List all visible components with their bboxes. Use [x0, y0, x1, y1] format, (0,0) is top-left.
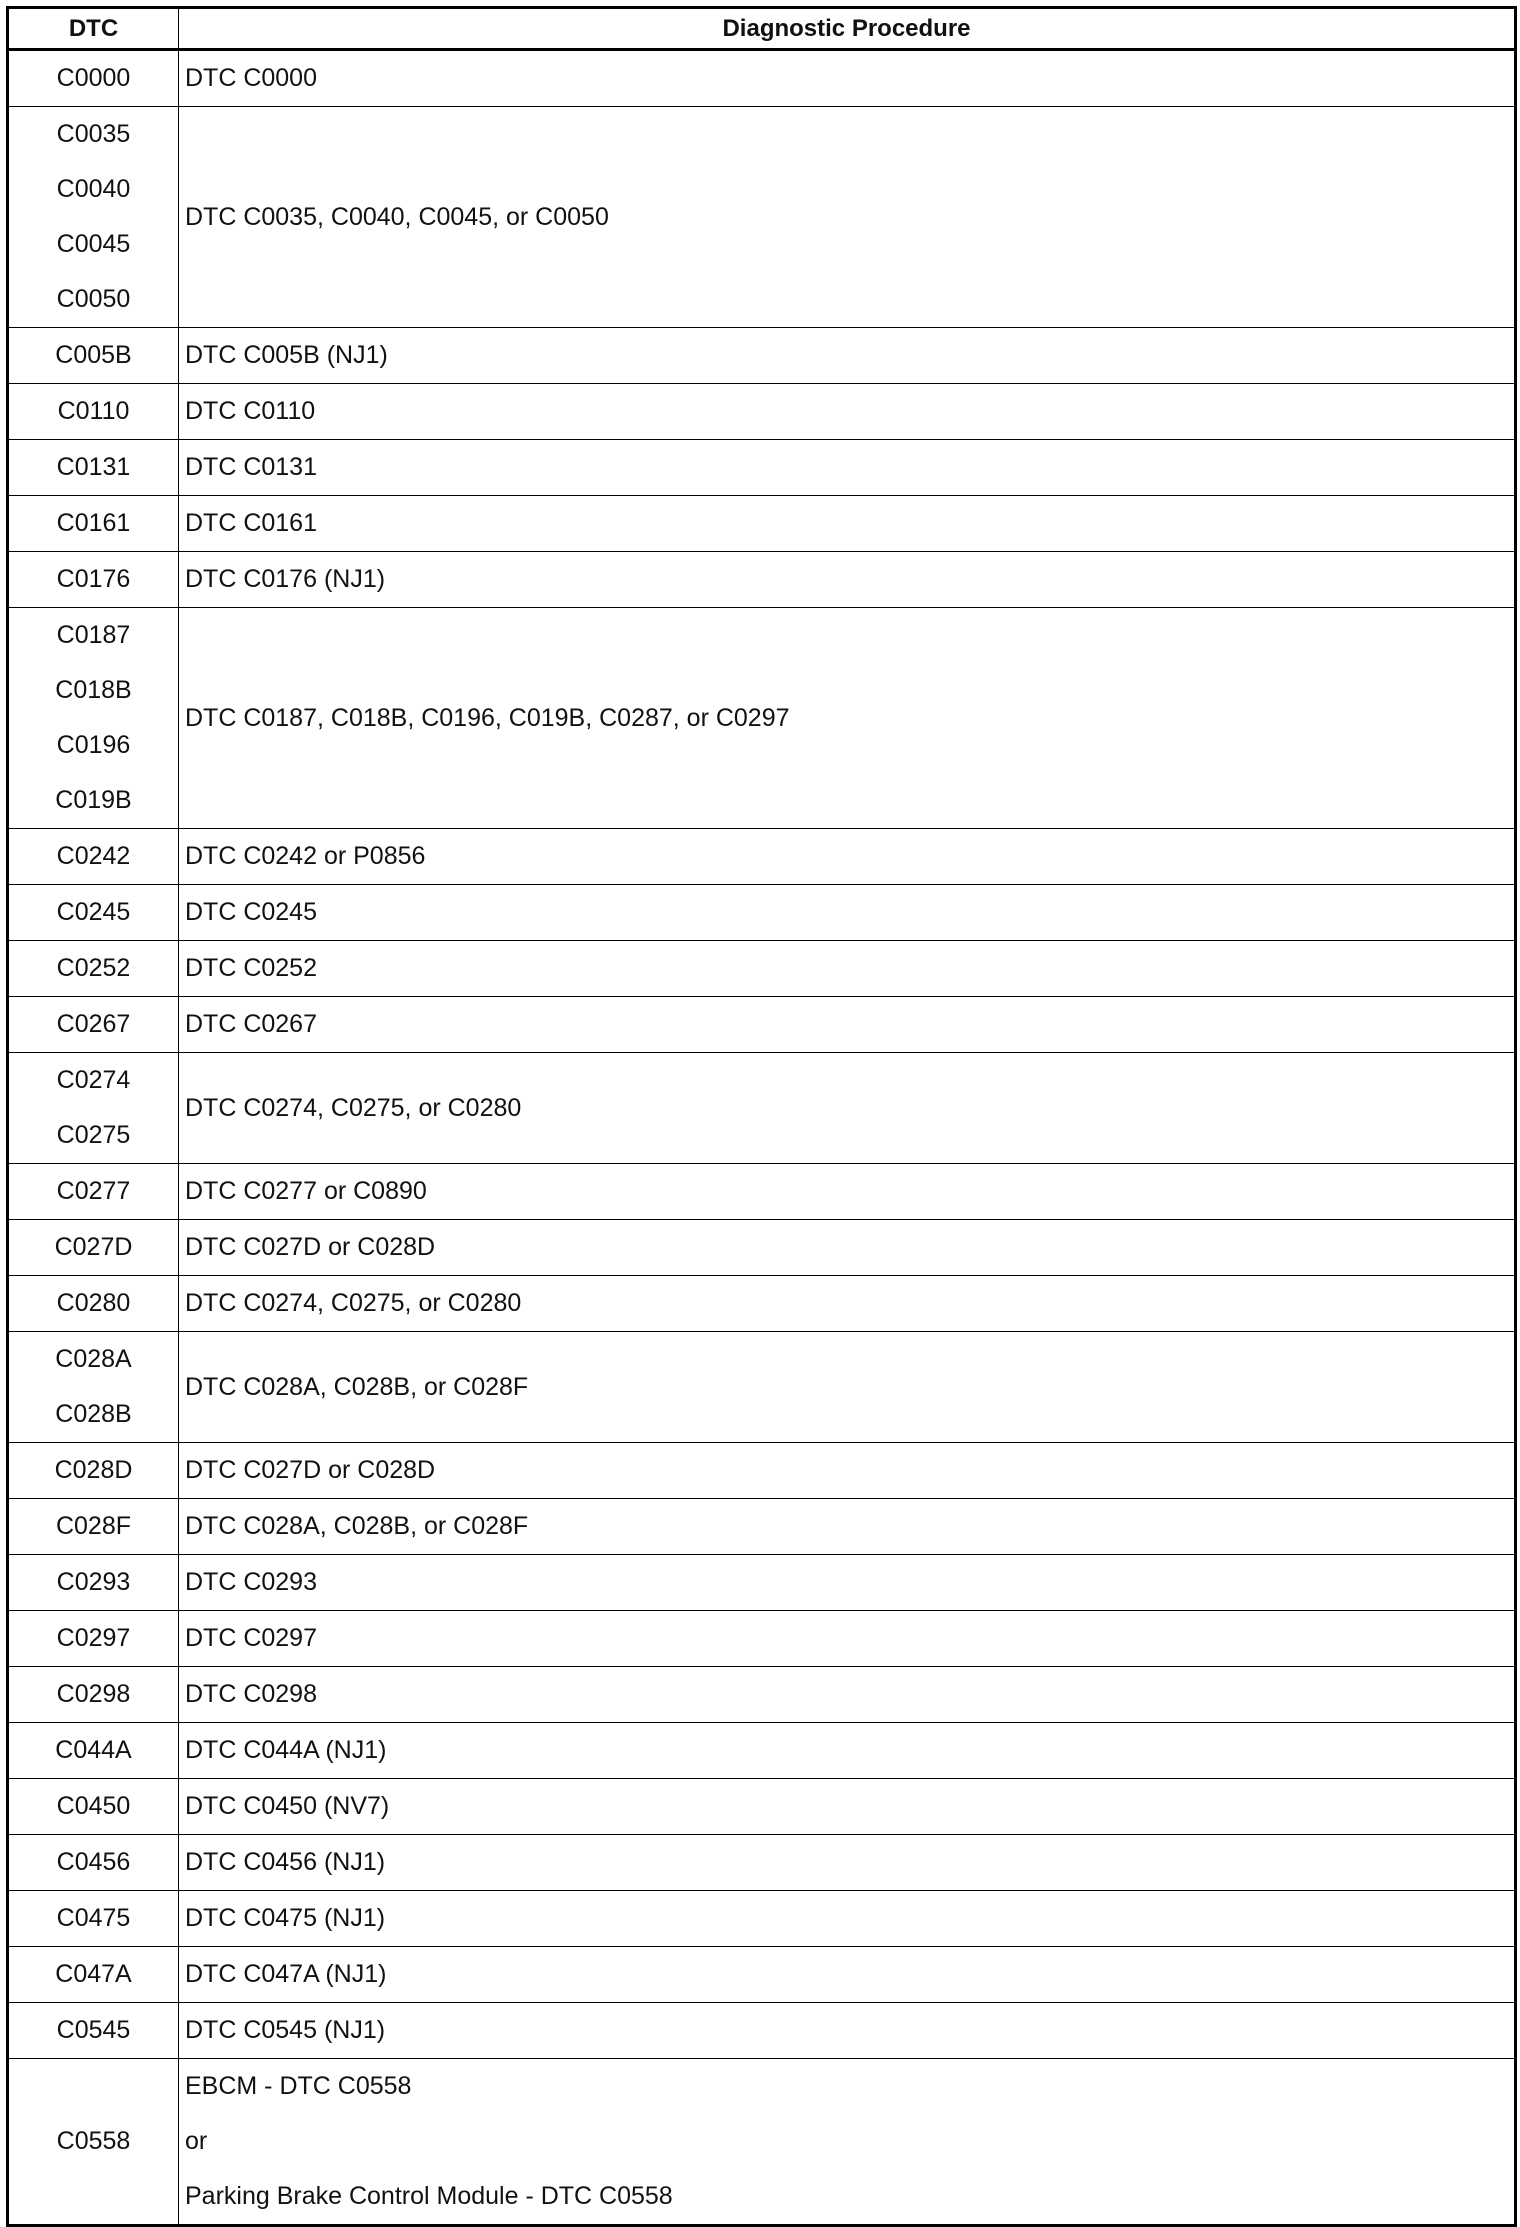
- table-row: [8, 1443, 1516, 1499]
- table-row: [8, 1499, 1516, 1555]
- dtc-code-cell: [8, 1443, 179, 1499]
- table-row: [8, 1276, 1516, 1332]
- diagnostic-procedure-cell: [179, 1499, 1516, 1555]
- dtc-table: [6, 6, 1517, 2227]
- dtc-code: C0040: [56, 175, 131, 203]
- dtc-code: C0050: [56, 285, 131, 313]
- dtc-code-cell: [8, 440, 179, 496]
- diagnostic-procedure-text: DTC C027D or C028D: [185, 1233, 436, 1261]
- diagnostic-procedure-cell: [179, 552, 1516, 608]
- dtc-code-cell: [8, 941, 179, 997]
- diagnostic-procedure-text: DTC C0252: [185, 954, 317, 982]
- table-row: [8, 2059, 1516, 2226]
- diagnostic-procedure-text: DTC C0267: [185, 1010, 317, 1038]
- dtc-code-cell: [8, 608, 179, 829]
- diagnostic-procedure-cell: [179, 1220, 1516, 1276]
- diagnostic-procedure-text: DTC C0035, C0040, C0045, or C0050: [185, 202, 609, 231]
- table-header: [8, 8, 1516, 50]
- dtc-code: C0267: [56, 1010, 131, 1038]
- diagnostic-procedure-cell: [179, 50, 1516, 107]
- dtc-code: C0275: [56, 1121, 131, 1149]
- dtc-code-cell: [8, 1499, 179, 1555]
- dtc-code: C0558: [56, 2127, 131, 2155]
- dtc-code: C027D: [54, 1233, 133, 1261]
- diagnostic-procedure-cell: [179, 1332, 1516, 1443]
- table-row: [8, 1053, 1516, 1164]
- diagnostic-procedure-text: DTC C0110: [185, 397, 316, 425]
- table-row: [8, 1555, 1516, 1611]
- diagnostic-procedure-text: Parking Brake Control Module - DTC C0558: [185, 2182, 673, 2210]
- diagnostic-procedure-cell: [179, 829, 1516, 885]
- diagnostic-procedure-text: DTC C005B (NJ1): [185, 341, 388, 369]
- header-row: [8, 8, 1516, 50]
- diagnostic-procedure-text: DTC C0245: [185, 898, 317, 926]
- diagnostic-procedure-cell: [179, 1276, 1516, 1332]
- diagnostic-procedure-text: DTC C0161: [185, 509, 317, 537]
- table-row: [8, 941, 1516, 997]
- dtc-code: C0450: [56, 1792, 131, 1820]
- dtc-code-cell: [8, 1555, 179, 1611]
- diagnostic-procedure-text: DTC C0450 (NV7): [185, 1792, 390, 1820]
- dtc-code-cell: [8, 885, 179, 941]
- dtc-code: C0277: [56, 1177, 131, 1205]
- dtc-code: C0196: [56, 731, 131, 759]
- dtc-code: C0252: [56, 954, 131, 982]
- dtc-code: C028D: [54, 1456, 133, 1484]
- diagnostic-procedure-text: DTC C0475 (NJ1): [185, 1904, 386, 1932]
- dtc-code-cell: [8, 829, 179, 885]
- dtc-code-cell: [8, 384, 179, 440]
- dtc-column-header: DTC: [8, 8, 179, 50]
- diagnostic-procedure-cell: [179, 941, 1516, 997]
- diagnostic-procedure-text: DTC C0000: [185, 64, 317, 92]
- diagnostic-procedure-cell: [179, 885, 1516, 941]
- dtc-code-cell: [8, 1891, 179, 1947]
- diagnostic-procedure-text: DTC C027D or C028D: [185, 1456, 436, 1484]
- dtc-code: C018B: [55, 676, 132, 704]
- table-row: [8, 1779, 1516, 1835]
- dtc-code-cell: [8, 2003, 179, 2059]
- dtc-code: C0274: [56, 1066, 131, 1094]
- dtc-code: C0242: [56, 842, 131, 870]
- dtc-code-cell: [8, 1332, 179, 1443]
- table-row: [8, 829, 1516, 885]
- table-body: [8, 50, 1516, 2226]
- dtc-code-cell: [8, 50, 179, 107]
- diagnostic-procedure-cell: [179, 1164, 1516, 1220]
- diagnostic-procedure-cell: [179, 1443, 1516, 1499]
- diagnostic-procedure-text: DTC C0293: [185, 1568, 317, 1596]
- dtc-code-cell: [8, 328, 179, 384]
- diagnostic-procedure-text: DTC C0274, C0275, or C0280: [185, 1093, 522, 1122]
- diagnostic-procedure-text: DTC C0131: [185, 453, 317, 481]
- diagnostic-procedure-text: DTC C047A (NJ1): [185, 1960, 387, 1988]
- dtc-code: C0245: [56, 898, 131, 926]
- dtc-code-cell: [8, 1723, 179, 1779]
- diagnostic-procedure-cell: [179, 2003, 1516, 2059]
- dtc-code: C0035: [56, 120, 131, 148]
- table-row: [8, 1947, 1516, 2003]
- dtc-code: C0131: [56, 453, 131, 481]
- diagnostic-procedure-cell: [179, 1835, 1516, 1891]
- dtc-code-cell: [8, 1276, 179, 1332]
- table-row: [8, 1611, 1516, 1667]
- table-row: [8, 997, 1516, 1053]
- dtc-code: C0187: [56, 621, 131, 649]
- diagnostic-procedure-cell: [179, 1947, 1516, 2003]
- dtc-code-cell: [8, 2059, 179, 2226]
- table-row: [8, 1220, 1516, 1276]
- diagnostic-procedure-cell: [179, 328, 1516, 384]
- table-row: [8, 1835, 1516, 1891]
- diagnostic-procedure-text: DTC C0298: [185, 1680, 317, 1708]
- diagnostic-procedure-cell: [179, 1723, 1516, 1779]
- diagnostic-procedure-cell: [179, 1053, 1516, 1164]
- dtc-code: C028B: [55, 1400, 132, 1428]
- dtc-code: C0298: [56, 1680, 131, 1708]
- table-row: [8, 608, 1516, 829]
- dtc-code-cell: [8, 997, 179, 1053]
- diagnostic-procedure-text: DTC C0242 or P0856: [185, 842, 426, 870]
- table-row: [8, 1164, 1516, 1220]
- diagnostic-procedure-cell: [179, 496, 1516, 552]
- dtc-code: C0161: [56, 509, 131, 537]
- dtc-code: C0280: [56, 1289, 131, 1317]
- dtc-code: C019B: [55, 786, 132, 814]
- diagnostic-procedure-cell: [179, 1555, 1516, 1611]
- diagnostic-procedure-text: DTC C0274, C0275, or C0280: [185, 1289, 522, 1317]
- table-row: [8, 328, 1516, 384]
- diagnostic-procedure-cell: [179, 440, 1516, 496]
- dtc-code: C0293: [56, 1568, 131, 1596]
- diagnostic-procedure-text: DTC C028A, C028B, or C028F: [185, 1372, 529, 1401]
- dtc-code-cell: [8, 1220, 179, 1276]
- table-row: [8, 552, 1516, 608]
- table-row: [8, 1891, 1516, 1947]
- table-row: [8, 496, 1516, 552]
- diagnostic-procedure-text: DTC C0297: [185, 1624, 317, 1652]
- dtc-code: C028A: [55, 1345, 132, 1373]
- diagnostic-procedure-text: DTC C044A (NJ1): [185, 1736, 387, 1764]
- dtc-code: C0297: [56, 1624, 131, 1652]
- table-row: [8, 1332, 1516, 1443]
- dtc-code-cell: [8, 1779, 179, 1835]
- diagnostic-procedure-text: or: [185, 2127, 208, 2155]
- dtc-code: C0000: [56, 64, 131, 92]
- diagnostic-procedure-text: DTC C028A, C028B, or C028F: [185, 1512, 529, 1540]
- table-row: [8, 1723, 1516, 1779]
- diagnostic-procedure-text: DTC C0277 or C0890: [185, 1177, 427, 1205]
- dtc-code: C0110: [57, 397, 130, 425]
- dtc-code: C005B: [55, 341, 132, 369]
- dtc-code-cell: [8, 1947, 179, 2003]
- table-row: [8, 1667, 1516, 1723]
- diagnostic-procedure-text: DTC C0187, C018B, C0196, C019B, C0287, or C0297: [185, 703, 790, 732]
- dtc-code-cell: [8, 107, 179, 328]
- diagnostic-procedure-cell: [179, 608, 1516, 829]
- diagnostic-procedure-text: EBCM - DTC C0558: [185, 2072, 412, 2100]
- dtc-code: C0475: [56, 1904, 131, 1932]
- diagnostic-procedure-cell: [179, 1667, 1516, 1723]
- dtc-code: C028F: [55, 1512, 132, 1540]
- dtc-code-cell: [8, 1164, 179, 1220]
- dtc-code-cell: [8, 1667, 179, 1723]
- table-row: [8, 384, 1516, 440]
- diagnostic-procedure-text: DTC C0176 (NJ1): [185, 565, 386, 593]
- table-row: [8, 50, 1516, 107]
- dtc-code-cell: [8, 1053, 179, 1164]
- dtc-code-cell: [8, 552, 179, 608]
- table-row: [8, 2003, 1516, 2059]
- diagnostic-procedure-cell: [179, 384, 1516, 440]
- dtc-code: C047A: [55, 1960, 132, 1988]
- diagnostic-procedure-cell: [179, 1891, 1516, 1947]
- diagnostic-procedure-text: DTC C0456 (NJ1): [185, 1848, 386, 1876]
- table-row: [8, 885, 1516, 941]
- procedure-column-header: Diagnostic Procedure: [179, 8, 1516, 50]
- table-row: [8, 440, 1516, 496]
- dtc-code-cell: [8, 1611, 179, 1667]
- dtc-code-cell: [8, 496, 179, 552]
- dtc-code: C0545: [56, 2016, 131, 2044]
- dtc-code: C0045: [56, 230, 131, 258]
- dtc-code: C0456: [56, 1848, 131, 1876]
- diagnostic-procedure-cell: [179, 2059, 1516, 2226]
- table-row: [8, 107, 1516, 328]
- diagnostic-procedure-text: DTC C0545 (NJ1): [185, 2016, 386, 2044]
- dtc-code-cell: [8, 1835, 179, 1891]
- dtc-code: C0176: [56, 565, 131, 593]
- diagnostic-procedure-cell: [179, 107, 1516, 328]
- diagnostic-procedure-cell: [179, 1779, 1516, 1835]
- diagnostic-procedure-cell: [179, 1611, 1516, 1667]
- diagnostic-procedure-cell: [179, 997, 1516, 1053]
- dtc-code: C044A: [55, 1736, 132, 1764]
